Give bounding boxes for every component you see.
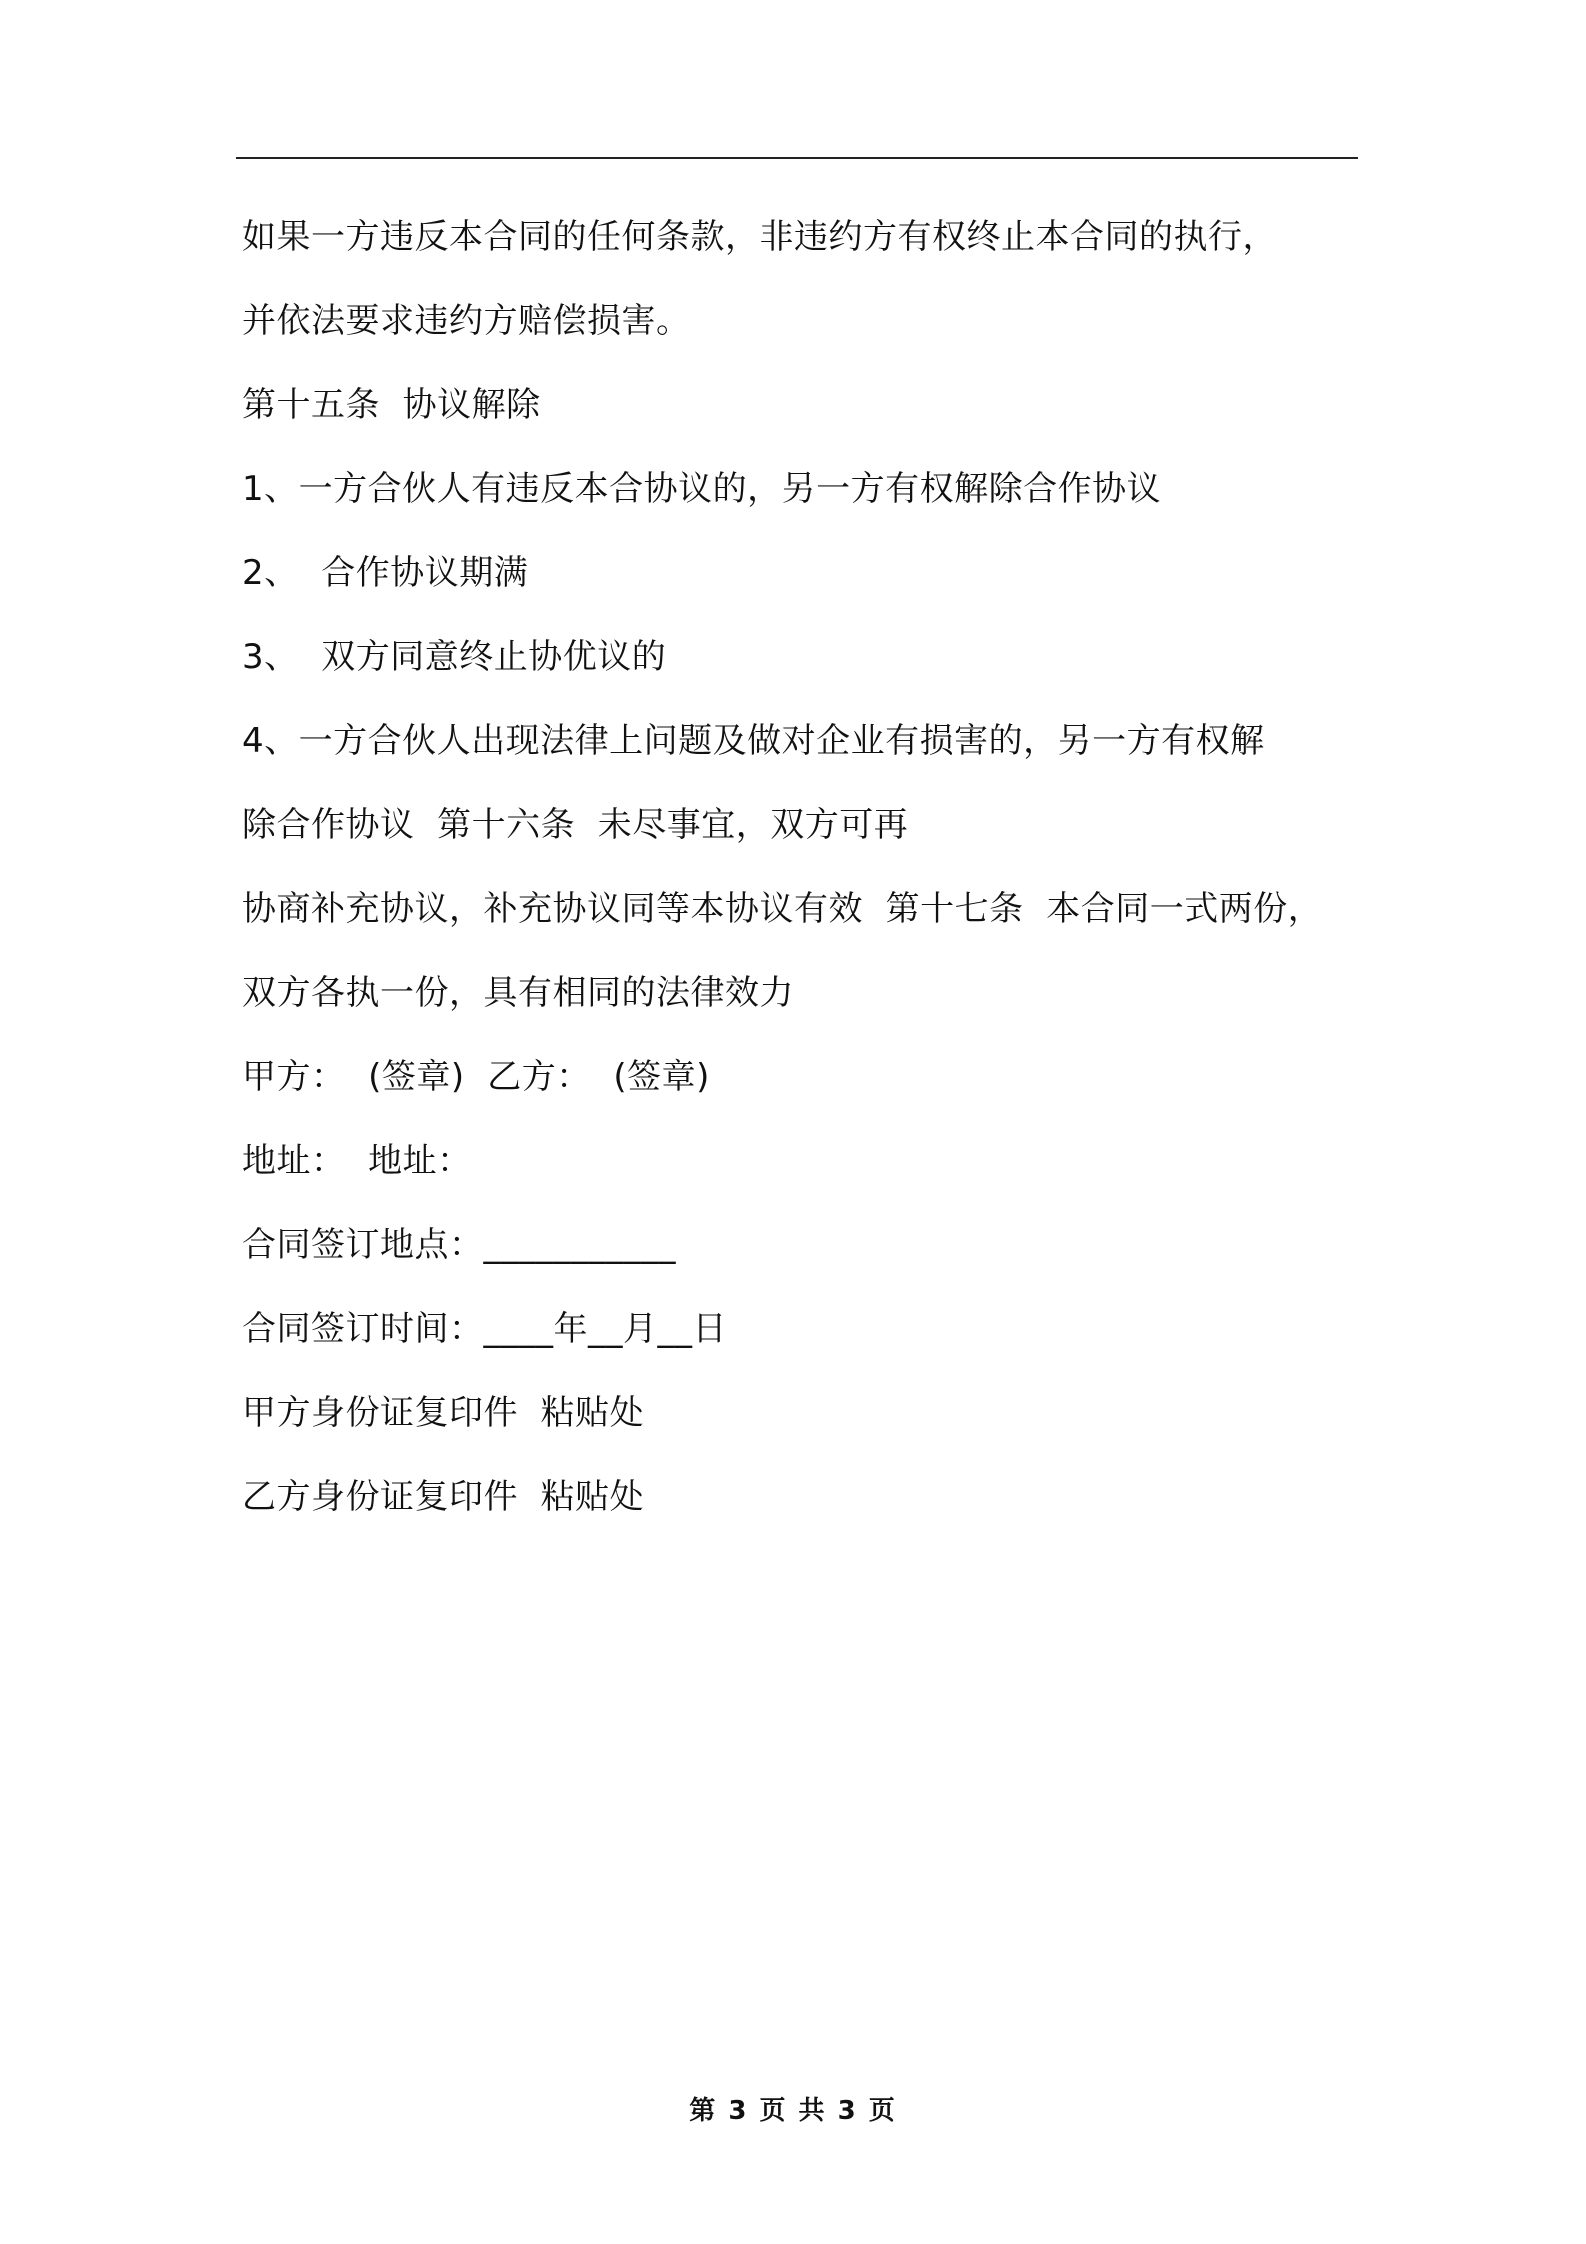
list-item: 2、 合作协议期满: [242, 553, 529, 593]
list-item: 1、一方合伙人有违反本合协议的，另一方有权解除合作协议: [242, 469, 1162, 509]
header-rule: [236, 157, 1358, 159]
article-heading: 第十五条 协议解除: [242, 385, 541, 425]
list-item: 4、一方合伙人出现法律上问题及做对企业有损害的，另一方有权解: [242, 721, 1265, 761]
paragraph-line: 并依法要求违约方赔偿损害。: [242, 301, 691, 341]
id-copy-line: 乙方身份证复印件 粘贴处: [242, 1477, 645, 1517]
signing-date-line: 合同签订时间：____年__月__日: [242, 1309, 727, 1349]
signature-line: 甲方： (签章) 乙方： (签章): [242, 1057, 710, 1097]
signing-place-line: 合同签订地点：___________: [242, 1225, 676, 1265]
page-number: 第 3 页 共 3 页: [689, 2096, 897, 2126]
paragraph-line: 协商补充协议，补充协议同等本协议有效 第十七条 本合同一式两份，: [242, 889, 1323, 929]
id-copy-line: 甲方身份证复印件 粘贴处: [242, 1393, 645, 1433]
paragraph-line: 双方各执一份，具有相同的法律效力: [242, 973, 794, 1013]
document-body: [242, 195, 1392, 1539]
paragraph-line: 除合作协议 第十六条 未尽事宜，双方可再: [242, 805, 909, 845]
list-item: 3、 双方同意终止协优议的: [242, 637, 667, 677]
paragraph-line: 如果一方违反本合同的任何条款，非违约方有权终止本合同的执行，: [242, 217, 1277, 257]
address-line: 地址： 地址：: [242, 1141, 472, 1181]
